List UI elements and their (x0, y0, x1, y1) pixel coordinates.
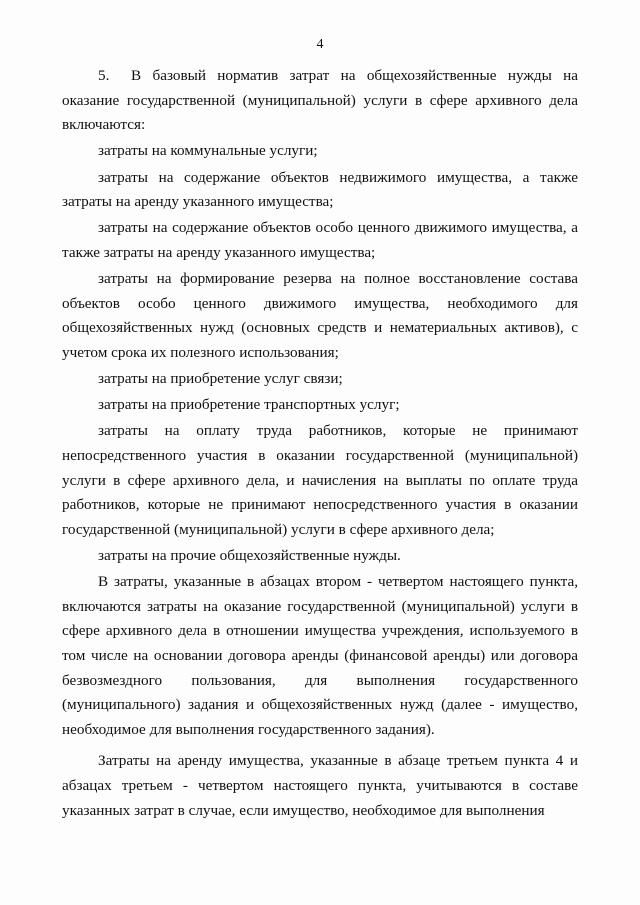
paragraph-number: 5. (98, 67, 110, 84)
paragraph-8: затраты на оплату труда работников, которые не принимают непосредственного участия в оказании государственной (муниципальной) услуги в сфере архивного дела, и начисления на выплаты по оплате труда работников, которые не принимают непосредственного участия в оказании государственной (муниципальной) услуги в сфере архивного дела; (62, 422, 578, 538)
paragraph-2: затраты на коммунальные услуги; (98, 142, 318, 160)
paragraph-11: Затраты на аренду имущества, указанные в абзаце третьем пункта 4 и абзацах третьем - четвертом настоящего пункта, учитываются в составе указанных затрат в случае, если имущество, необходимое для выполнения (62, 752, 578, 819)
paragraph-10: В затраты, указанные в абзацах втором - четвертом настоящего пункта, включаются затраты на оказание государственной (муниципальной) услуги в сфере архивного дела в отношении имущества учреждения, используемого в том числе на основании договора аренды (финансовой аренды) или договора безвозмездного пользования, для выполнения государственного (муниципального) задания и общехозяйственных нужд (далее - имущество, необходимое для выполнения государственного задания). (62, 573, 578, 738)
paragraph-9: затраты на прочие общехозяйственные нужды. (98, 547, 401, 565)
paragraph-6: затраты на приобретение услуг связи; (98, 370, 343, 388)
paragraph-7: затраты на приобретение транспортных услуг; (98, 396, 400, 414)
paragraph-text: В базовый норматив затрат на общехозяйственные нужды на оказание государственной (муниципальной) услуги в сфере архивного дела включаются: (62, 67, 578, 134)
document-body (62, 64, 578, 823)
page-number: 4 (316, 37, 324, 52)
paragraph-1 (62, 64, 578, 138)
paragraph-3: затраты на содержание объектов недвижимого имущества, а также затраты на аренду указанного имущества; (62, 168, 578, 211)
paragraph-5: затраты на формирование резерва на полное восстановление состава объектов особо ценного движимого имущества, необходимого для общехозяйственных нужд (основных средств и нематериальных активов), с учетом срока их полезного использования; (62, 270, 578, 361)
paragraph-4: затраты на содержание объектов особо ценного движимого имущества, а также затраты на аренду указанного имущества; (62, 219, 578, 261)
